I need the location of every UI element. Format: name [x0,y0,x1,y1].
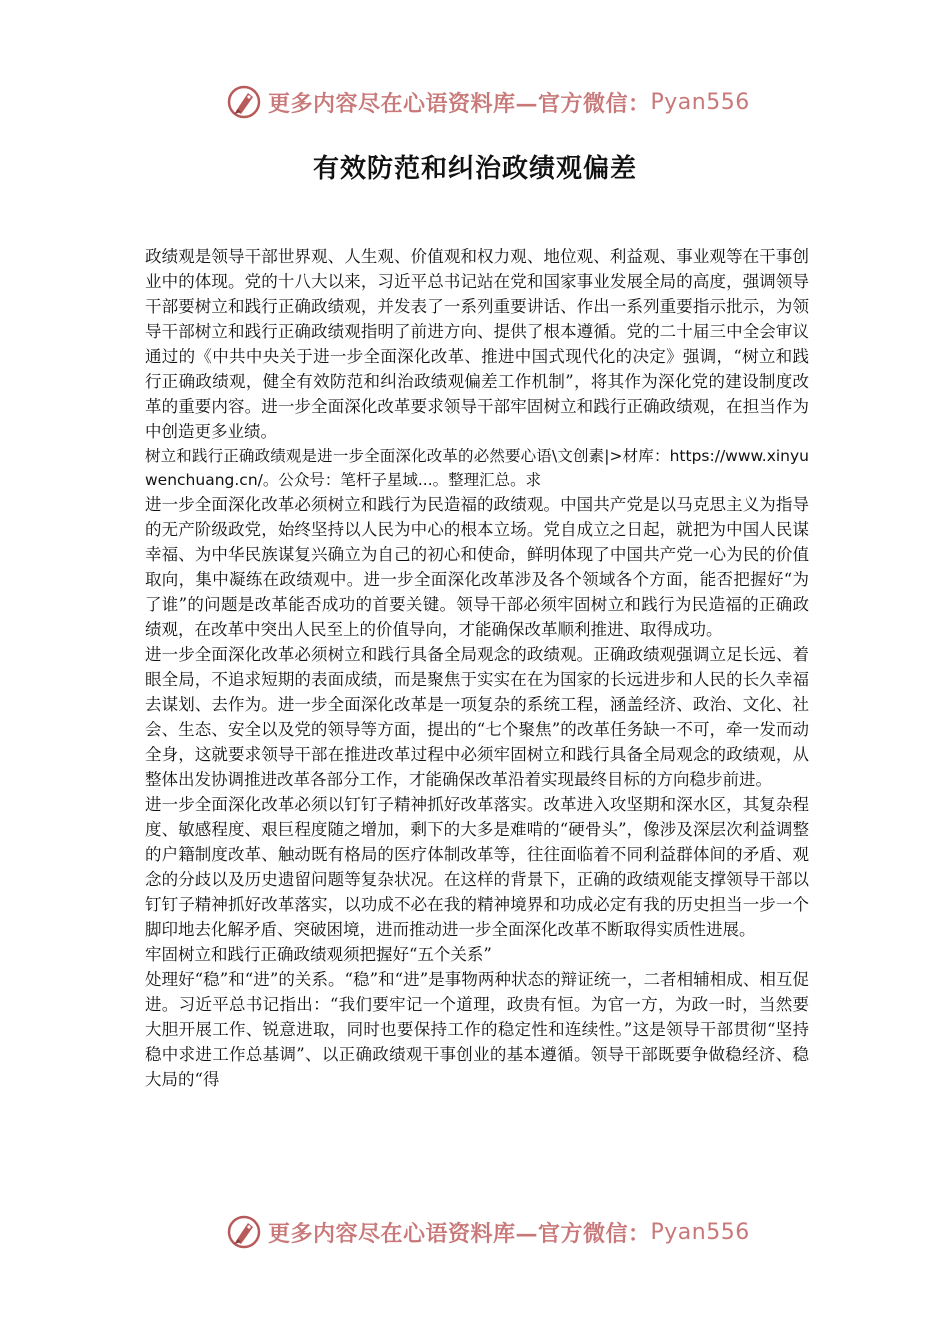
paragraph: 进一步全面深化改革必须树立和践行具备全局观念的政绩观。正确政绩观强调立足长远、着眼全局，不追求短期的表面成绩，而是聚焦于实实在在为国家的长远进步和人民的长久幸福去谋划、去作为。进一步全面深化改革是一项复杂的系统工程，涵盖经济、政治、文化、社会、生态、安全以及党的领导等方面，提出的“七个聚焦”的改革任务缺一不可，牵一发而动全身，这就要求领导干部在推进改革过程中必须牢固树立和践行具备全局观念的政绩观，从整体出发协调推进改革各部分工作，才能确保改革沿着实现最终目标的方向稳步前进。 [145,645,809,789]
paragraph: 政绩观是领导干部世界观、人生观、价值观和权力观、地位观、利益观、事业观等在干事创业中的体现。党的十八大以来，习近平总书记站在党和国家事业发展全局的高度，强调领导干部要树立和践行正确政绩观，并发表了一系列重要讲话、作出一系列重要指示批示，为领导干部树立和践行正确政绩观指明了前进方向、提供了根本遵循。党的二十届三中全会审议通过的《中共中央关于进一步全面深化改革、推进中国式现代化的决定》强调，“树立和践行正确政绩观，健全有效防范和纠治政绩观偏差工作机制”，将其作为深化党的建设制度改革的重要内容。进一步全面深化改革要求领导干部牢固树立和践行正确政绩观，在担当作为中创造更多业绩。 [145,247,809,441]
page-title: 有效防范和纠治政绩观偏差 [312,154,637,184]
paragraph: 进一步全面深化改革必须以钉钉子精神抓好改革落实。改革进入攻坚期和深水区，其复杂程度、敏感程度、艰巨程度随之增加，剩下的大多是难啃的“硬骨头”，像涉及深层次利益调整的户籍制度改革、触动既有格局的医疗体制改革等，往往面临着不同利益群体间的矛盾、观念的分歧以及历史遗留问题等复杂状况。在这样的背景下，正确的政绩观能支撑领导干部以钉钉子精神抓好改革落实，以功成不必在我的精神境界和功成必定有我的历史担当一步一个脚印地去化解矛盾、突破困境，进而推动进一步全面深化改革不断取得实质性进展。 [145,795,809,939]
banner-wechat-id: Pyan556 [650,89,750,115]
banner-content [226,1212,750,1252]
pen-nib-logo-icon [226,84,262,120]
paragraph: 处理好“稳”和“进”的关系。“稳”和“进”是事物两种状态的辩证统一，二者相辅相成、相互促进。习近平总书记指出：“我们要牢记一个道理，政贵有恒。为官一方，为政一时，当然要大胆开展工作、锐意进取，同时也要保持工作的稳定性和连续性。”这是领导干部贯彻“坚持稳中求进工作总基调”、以正确政绩观干事创业的基本遵循。领导干部既要争做稳经济、稳大局的“得 [145,970,809,1089]
banner-text: 更多内容尽在心语资料库—官方微信： [268,90,651,117]
header-banner [0,82,950,122]
paragraph: 进一步全面深化改革必须树立和践行为民造福的政绩观。中国共产党是以马克思主义为指导的无产阶级政党，始终坚持以人民为中心的根本立场。党自成立之日起，就把为中国人民谋幸福、为中华民族谋复兴确立为自己的初心和使命，鲜明体现了中国共产党一心为民的价值取向，集中凝练在政绩观中。进一步全面深化改革涉及各个领域各个方面，能否把握好“为了谁”的问题是改革能否成功的首要关键。领导干部必须牢固树立和践行为民造福的正确政绩观，在改革中突出人民至上的价值导向，才能确保改革顺利推进、取得成功。 [145,495,809,639]
section-heading: 牢固树立和践行正确政绩观须把握好“五个关系” [145,945,492,964]
banner-text: 更多内容尽在心语资料库—官方微信： [268,1220,651,1247]
document-body [145,244,809,1092]
footer-banner [0,1212,950,1252]
pen-nib-logo-icon [226,1214,262,1250]
source-line: 树立和践行正确政绩观是进一步全面深化改革的必然要心语\文创素|>材库：https://www.xinyuwenchuang.cn/。公众号：笔杆子星域...。整理汇总。求 [145,447,809,489]
banner-wechat-id: Pyan556 [650,1219,750,1245]
banner-content [226,82,750,122]
